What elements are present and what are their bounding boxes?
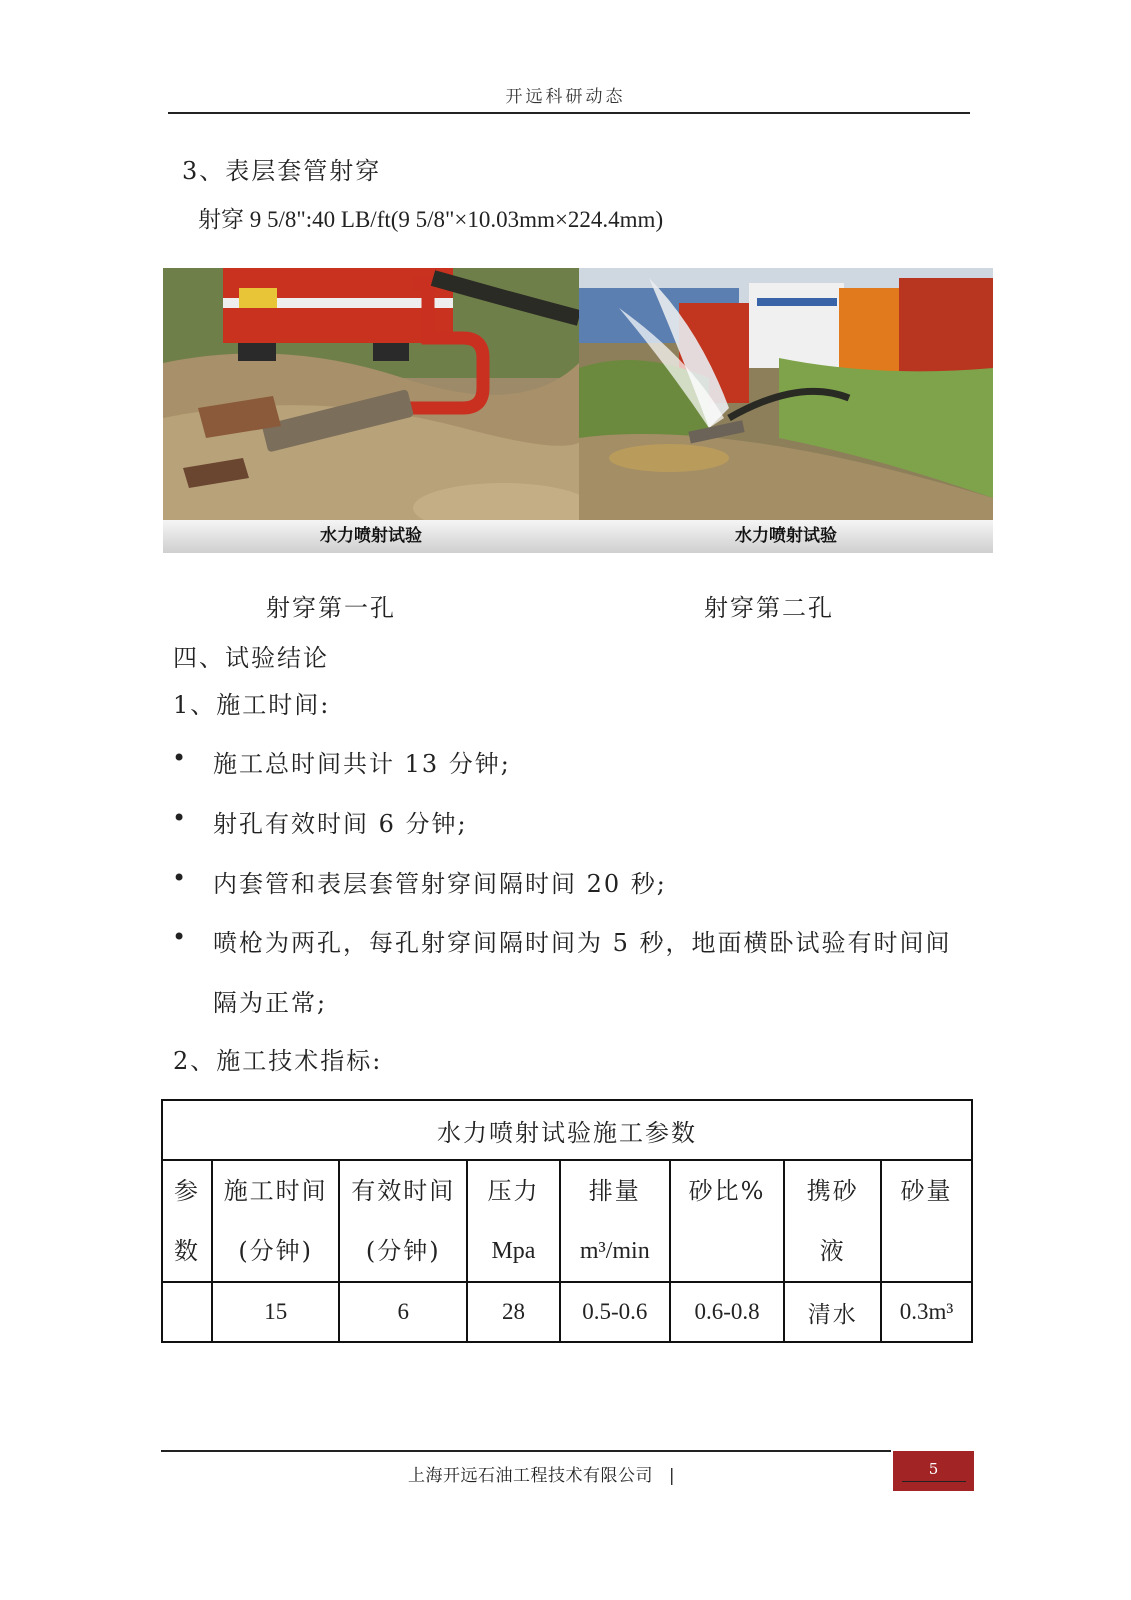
- section-heading: 3、表层套管射穿: [182, 157, 382, 185]
- bullet-item: 施工总时间共计 13 分钟;: [213, 750, 511, 778]
- photo-caption: 水力喷射试验: [579, 520, 993, 553]
- footer-separator: |: [668, 1466, 676, 1486]
- table-cell: 28: [467, 1282, 560, 1342]
- table-header-cell: [162, 1160, 212, 1282]
- table-header-cell: [784, 1160, 881, 1282]
- header-text: 液: [819, 1237, 846, 1265]
- bullet-dot: •: [172, 864, 187, 892]
- photo-first-hole: [163, 268, 579, 553]
- parameters-table: [161, 1099, 973, 1343]
- conclusion-heading: 四、试验结论: [173, 644, 329, 672]
- photo-second-hole: [579, 268, 993, 553]
- first-hole-photo-image: [163, 268, 579, 553]
- page-header-title: 开远科研动态: [505, 87, 626, 107]
- bullet-dot: •: [172, 744, 187, 772]
- header-text: Mpa: [491, 1238, 536, 1264]
- header-text: [671, 1221, 784, 1281]
- header-text: 数: [173, 1237, 200, 1265]
- header-text: 参: [173, 1177, 200, 1205]
- bullet-item-continuation: 隔为正常;: [213, 989, 328, 1017]
- page-number-underline: [902, 1481, 966, 1482]
- page-number: 5: [928, 1460, 939, 1478]
- table-header-row: [162, 1160, 972, 1282]
- header-text: [882, 1221, 971, 1281]
- table-cell: 15: [212, 1282, 340, 1342]
- photo-label-second: 射穿第二孔: [704, 594, 834, 622]
- table-header-cell: [467, 1160, 560, 1282]
- table-caption: 水力喷射试验施工参数: [162, 1100, 972, 1160]
- footer-divider: [161, 1450, 891, 1452]
- bullet-item: 射孔有效时间 6 分钟;: [213, 810, 468, 838]
- bullet-item: 喷枪为两孔，每孔射穿间隔时间为 5 秒，地面横卧试验有时间间: [213, 929, 952, 957]
- table-header-cell: [339, 1160, 467, 1282]
- table-cell: 清水: [784, 1282, 881, 1342]
- header-text: 砂比%: [688, 1177, 766, 1205]
- bullet-dot: •: [172, 923, 187, 951]
- table-caption-row: [162, 1100, 972, 1160]
- bullet-item: 内套管和表层套管射穿间隔时间 20 秒;: [213, 870, 667, 898]
- photo-label-first: 射穿第一孔: [266, 594, 396, 622]
- header-text: 施工时间: [223, 1177, 328, 1205]
- header-text: (分钟): [238, 1237, 314, 1265]
- header-text: 砂量: [900, 1177, 953, 1205]
- header-text: 有效时间: [351, 1177, 456, 1205]
- table-header-cell: [881, 1160, 972, 1282]
- photo-caption: 水力喷射试验: [163, 520, 579, 553]
- second-hole-photo-image: [579, 268, 993, 553]
- header-text: 排量: [588, 1177, 641, 1205]
- table-cell: 6: [339, 1282, 467, 1342]
- table-header-cell: [212, 1160, 340, 1282]
- bullet-dot: •: [172, 804, 187, 832]
- table-header-cell: [560, 1160, 670, 1282]
- table-cell: [162, 1282, 212, 1342]
- table-cell: 0.6-0.8: [670, 1282, 785, 1342]
- table-cell: 0.3m³: [881, 1282, 972, 1342]
- company-name: 上海开远石油工程技术有限公司: [408, 1466, 653, 1486]
- header-text: 携砂: [806, 1177, 859, 1205]
- footer-company: [408, 1461, 675, 1486]
- perforation-spec: 射穿 9 5/8":40 LB/ft(9 5/8"×10.03mm×224.4mm): [198, 207, 664, 232]
- header-divider: [168, 112, 970, 114]
- table-header-cell: [670, 1160, 785, 1282]
- table-cell: 0.5-0.6: [560, 1282, 670, 1342]
- time-heading: 1、施工时间:: [173, 691, 331, 719]
- header-text: (分钟): [365, 1237, 441, 1265]
- table-row: [162, 1282, 972, 1342]
- tech-heading: 2、施工技术指标:: [173, 1047, 383, 1075]
- header-text: 压力: [487, 1177, 540, 1205]
- header-text: m³/min: [579, 1238, 650, 1264]
